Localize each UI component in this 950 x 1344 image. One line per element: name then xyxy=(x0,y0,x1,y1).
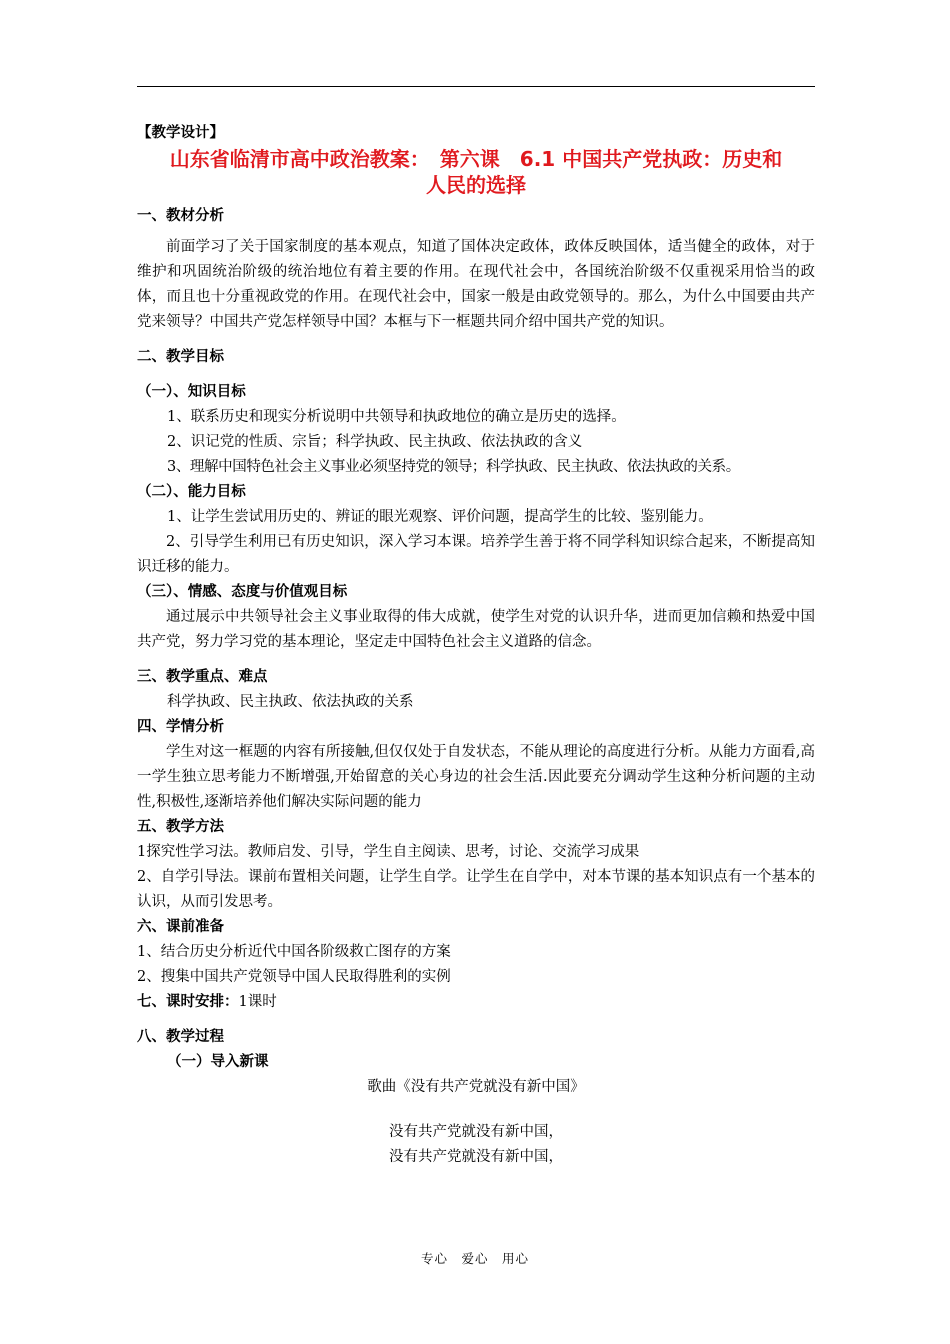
process-sub-heading: （一）导入新课 xyxy=(167,1054,269,1070)
section-heading-2: 二、教学目标 xyxy=(137,349,224,365)
method-item-2: 2、自学引导法。课前布置相关问题，让学生自学。让学生在自学中，对本节课的基本知识点有一个基本的认识，从而引发思考。 xyxy=(137,869,815,910)
schedule-line xyxy=(137,990,815,1015)
section-heading-4: 四、学情分析 xyxy=(137,719,224,735)
schedule-label: 七、课时安排： xyxy=(137,994,239,1010)
section-heading-8: 八、教学过程 xyxy=(137,1029,224,1045)
section-1-paragraph: 前面学习了关于国家制度的基本观点，知道了国体决定政体，政体反映国体，适当健全的政体，对于维护和巩固统治阶级的统治地位有着主要的作用。在现代社会中，各国统治阶级不仅重视采用恰当的政体，而且也十分重视政党的作用。在现代社会中，国家一般是由政党领导的。那么，为什么中国要由共产党来领导？中国共产党怎样领导中国？本框与下一框题共同介绍中国共产党的知识。 xyxy=(137,239,815,330)
song-title: 歌曲《没有共产党就没有新中国》 xyxy=(367,1079,585,1095)
preparation-item-2: 2、搜集中国共产党领导中国人民取得胜利的实例 xyxy=(137,969,451,985)
document-title-line2: 人民的选择 xyxy=(426,173,526,197)
section-heading-1: 一、教材分析 xyxy=(137,208,224,224)
method-item-1: 1探究性学习法。教师启发、引导，学生自主阅读、思考，讨论、交流学习成果 xyxy=(137,844,640,860)
header-tag: 【教学设计】 xyxy=(137,125,224,141)
knowledge-goal-1: 1、联系历史和现实分析说明中共领导和执政地位的确立是历史的选择。 xyxy=(167,409,626,425)
goal-heading-ability: （二）、能力目标 xyxy=(137,484,246,500)
learner-analysis-paragraph: 学生对这一框题的内容有所接触,但仅仅处于自发状态，不能从理论的高度进行分析。从能力方面看,高一学生独立思考能力不断增强,开始留意的关心身边的社会生活.因此要充分调动学生这种分析问题的主动性,积极性,逐渐培养他们解决实际问题的能力 xyxy=(137,744,815,810)
values-goal-paragraph: 通过展示中共领导社会主义事业取得的伟大成就，使学生对党的认识升华，进而更加信赖和热爱中国共产党，努力学习党的基本理论，坚定走中国特色社会主义道路的信念。 xyxy=(137,609,815,650)
lyric-line-2: 没有共产党就没有新中国， xyxy=(389,1149,563,1165)
ability-goal-2: 2、引导学生利用已有历史知识，深入学习本课。培养学生善于将不同学科知识综合起来，不断提高知识迁移的能力。 xyxy=(137,534,815,575)
page-footer: 专心 爱心 用心 xyxy=(420,1251,529,1266)
section-heading-5: 五、教学方法 xyxy=(137,819,224,835)
header-rule xyxy=(137,86,815,87)
key-points-text: 科学执政、民主执政、依法执政的关系 xyxy=(167,694,414,710)
schedule-value: 1课时 xyxy=(238,994,277,1010)
section-heading-6: 六、课前准备 xyxy=(137,919,224,935)
preparation-item-1: 1、结合历史分析近代中国各阶级救亡图存的方案 xyxy=(137,944,451,960)
lyric-line-1: 没有共产党就没有新中国， xyxy=(389,1124,563,1140)
knowledge-goal-2: 2、识记党的性质、宗旨；科学执政、民主执政、依法执政的含义 xyxy=(167,434,583,450)
knowledge-goal-3: 3、理解中国特色社会主义事业必须坚持党的领导；科学执政、民主执政、依法执政的关系。 xyxy=(167,459,740,475)
section-heading-3: 三、教学重点、难点 xyxy=(137,669,268,685)
goal-heading-values: （三）、情感、态度与价值观目标 xyxy=(137,584,348,600)
document-body xyxy=(137,121,815,1170)
ability-goal-1: 1、让学生尝试用历史的、辨证的眼光观察、评价问题，提高学生的比较、鉴别能力。 xyxy=(167,509,713,525)
goal-heading-knowledge: （一）、知识目标 xyxy=(137,384,246,400)
document-title-line1: 山东省临清市高中政治教案： 第六课 6.1 中国共产党执政：历史和 xyxy=(169,147,783,171)
